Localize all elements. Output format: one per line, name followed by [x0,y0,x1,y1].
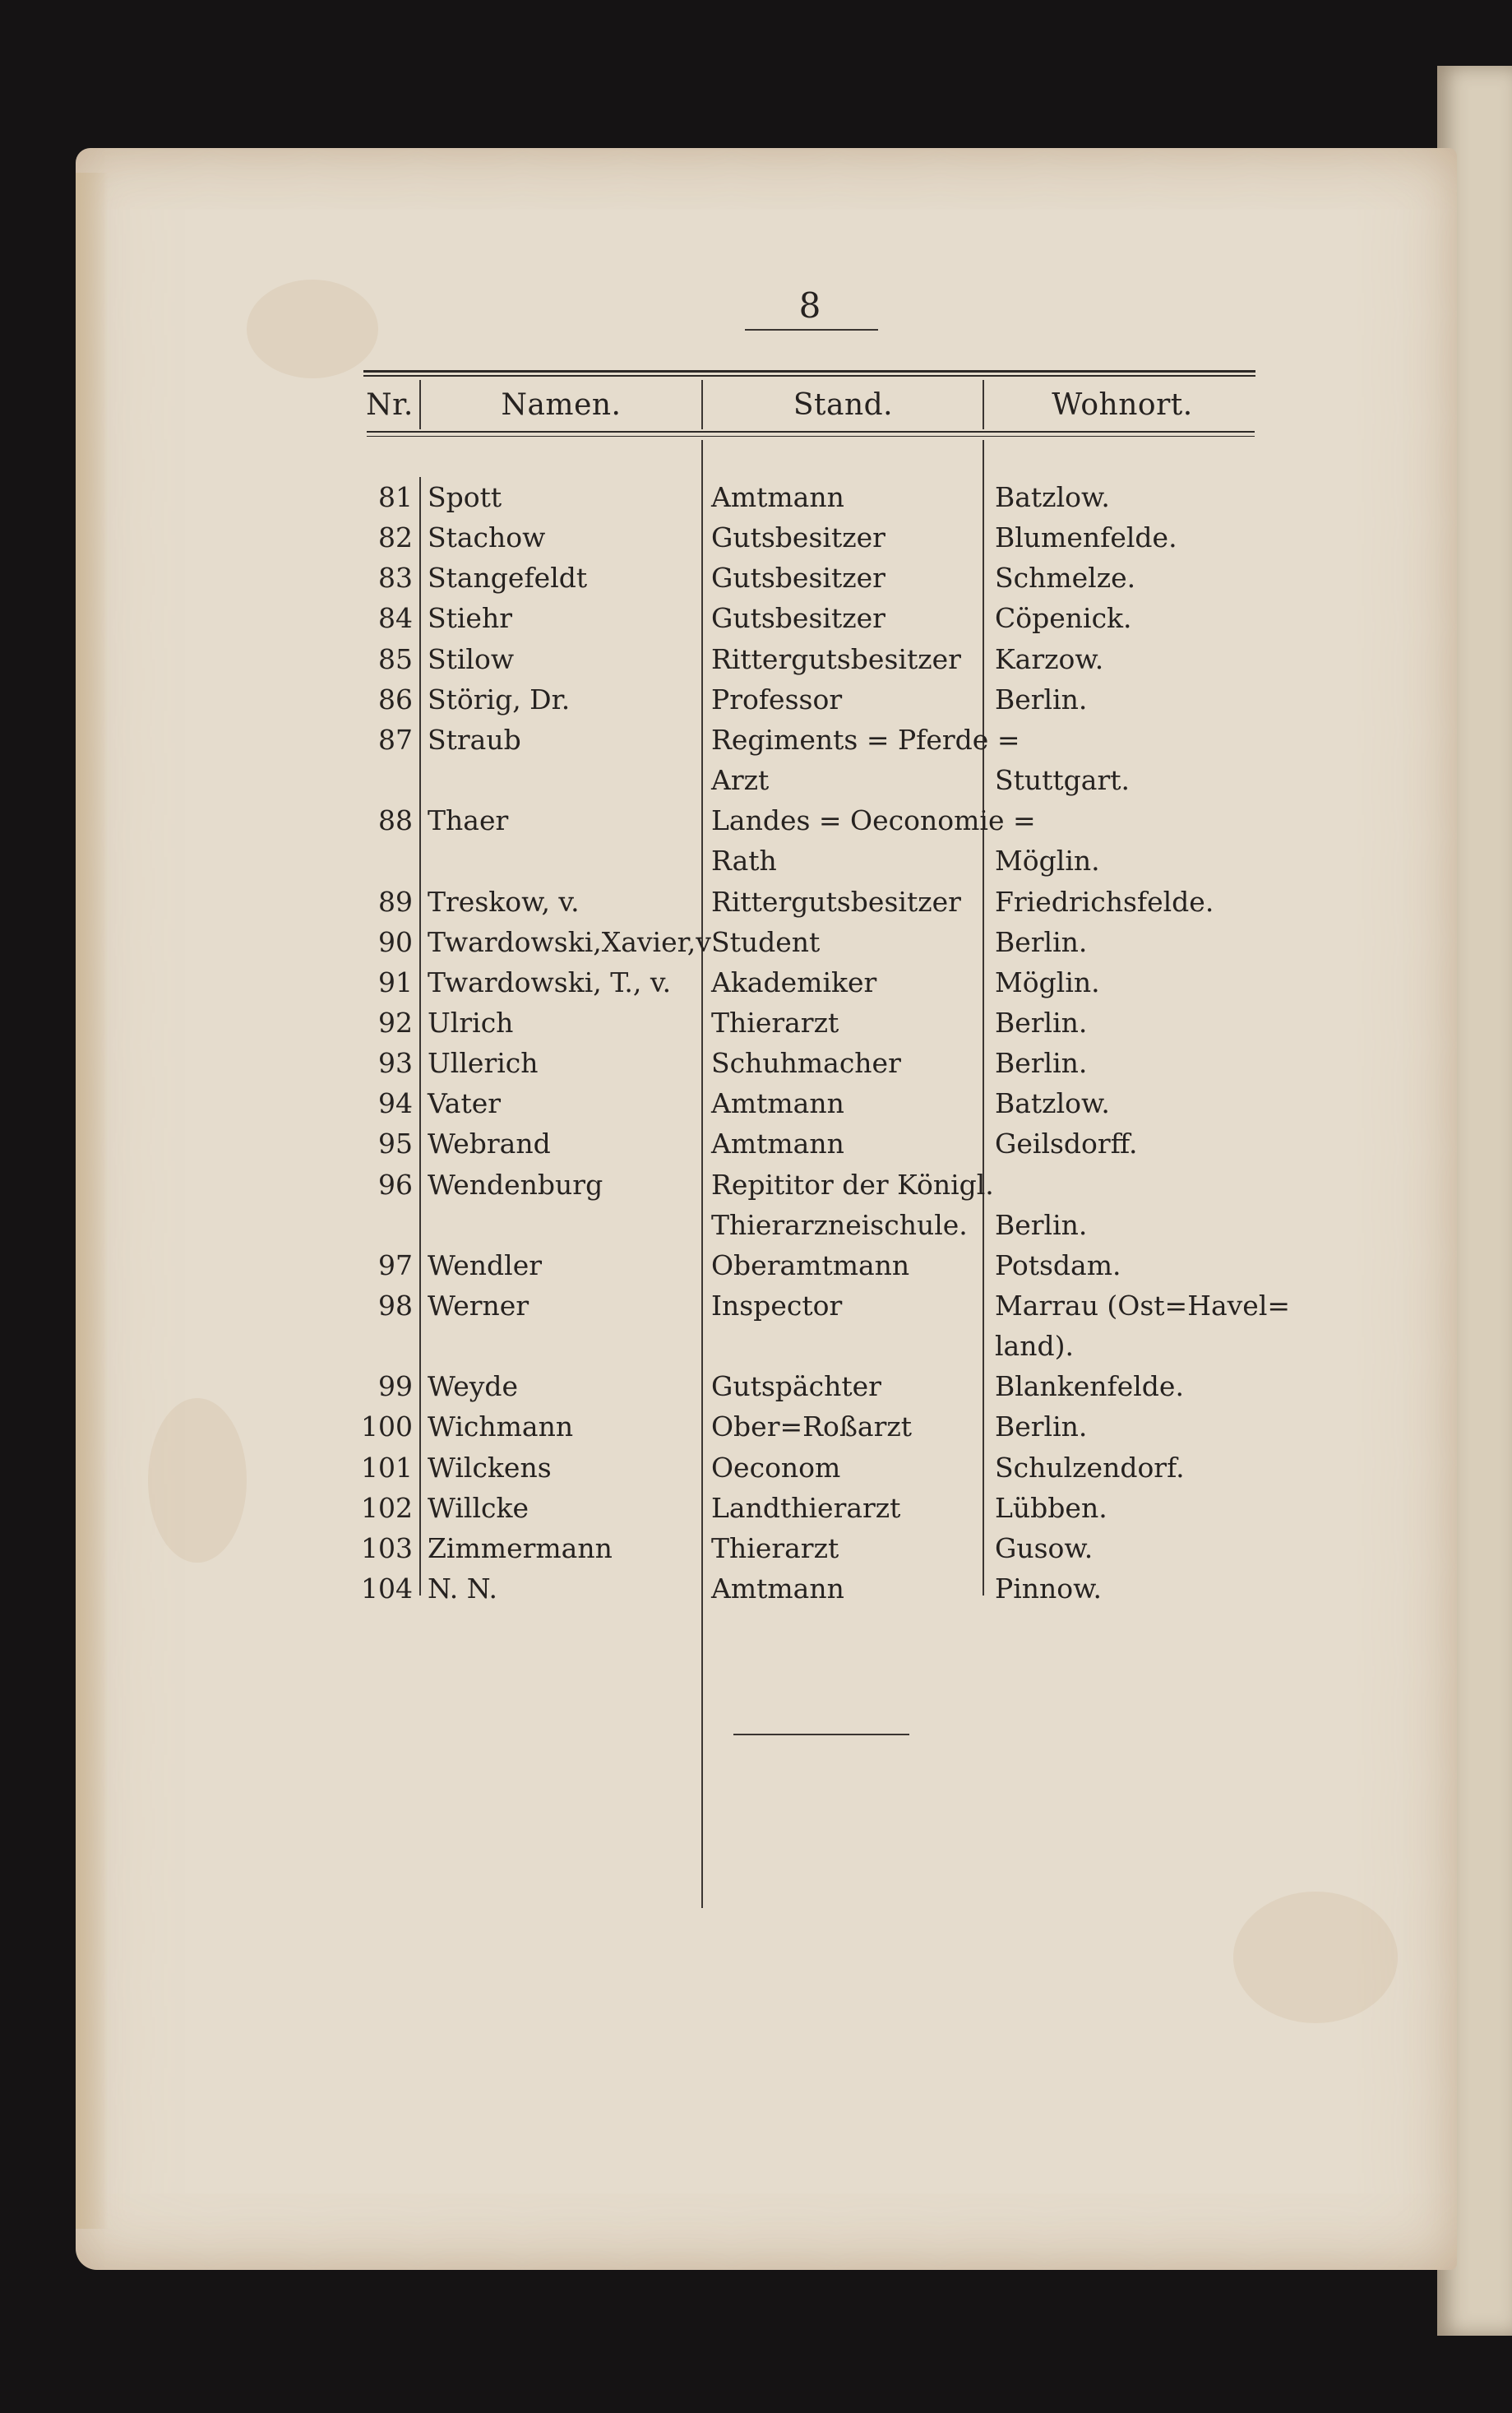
table-row [0,679,1512,720]
row-name: Weyde [428,1370,519,1403]
row-number: 95 [378,1128,413,1160]
row-name: Wendler [428,1248,542,1281]
table-row [0,1043,1512,1083]
row-number: 100 [361,1410,413,1443]
row-name: Wichmann [428,1410,574,1443]
table-row [0,1366,1512,1406]
row-wohnort: Lübben. [995,1491,1107,1524]
page-number: 8 [798,285,821,326]
row-number: 86 [378,683,413,716]
row-name: Zimmermann [428,1531,613,1564]
row-number: 92 [378,1006,413,1039]
row-number: 97 [378,1248,413,1281]
row-stand: Thierarzt [711,1531,839,1564]
row-wohnort: Geilsdorff. [995,1128,1138,1160]
row-wohnort: Berlin. [995,1047,1088,1080]
table-row [0,1406,1512,1447]
table-row [0,1165,1512,1205]
row-stand: Oeconom [711,1451,841,1484]
table-row [0,720,1512,760]
row-wohnort: Pinnow. [995,1572,1102,1605]
row-stand: Thierarzneischule. [711,1208,968,1241]
row-number: 99 [378,1370,413,1403]
row-wohnort: Blumenfelde. [995,521,1177,554]
row-wohnort: Potsdam. [995,1248,1121,1281]
row-name: Straub [428,723,521,756]
header-bottom-rule [367,431,1255,433]
row-name: Stilow [428,642,515,675]
row-number: 91 [378,966,413,998]
table-row [0,1326,1512,1366]
table-row [0,517,1512,558]
header-divider [419,380,421,429]
row-name: Thaer [428,804,509,837]
row-number: 85 [378,642,413,675]
row-wohnort: Berlin. [995,1006,1088,1039]
row-stand: Rittergutsbesitzer [711,642,961,675]
row-name: Ullerich [428,1047,539,1080]
row-number: 96 [378,1168,413,1201]
column-header-wohnort: Wohnort. [1052,388,1193,422]
row-number: 102 [361,1491,413,1524]
table-row [0,1123,1512,1164]
row-number: 81 [378,481,413,513]
column-header-stand: Stand. [793,388,894,422]
row-stand: Arzt [711,764,770,797]
row-wohnort: Berlin. [995,683,1088,716]
row-number: 88 [378,804,413,837]
table-row [0,922,1512,962]
row-number: 89 [378,885,413,918]
row-stand: Gutsbesitzer [711,521,885,554]
row-stand: Professor [711,683,843,716]
row-number: 104 [361,1572,413,1605]
row-stand: Gutsbesitzer [711,602,885,635]
table-row [0,841,1512,881]
row-number: 94 [378,1087,413,1120]
row-stand: Rath [711,845,777,878]
row-name: Stiehr [428,602,512,635]
row-number: 87 [378,723,413,756]
row-wohnort: Berlin. [995,925,1088,958]
row-name: Twardowski, T., v. [428,966,672,998]
row-stand: Rittergutsbesitzer [711,885,961,918]
table-row [0,1245,1512,1285]
page-number-rule [745,329,878,331]
row-number: 82 [378,521,413,554]
row-number: 90 [378,925,413,958]
header-divider [983,380,984,429]
table-row [0,1568,1512,1609]
row-wohnort: Batzlow. [995,1087,1110,1120]
row-wohnort: Gusow. [995,1531,1094,1564]
row-wohnort: Marrau (Ost=Havel= [995,1290,1291,1322]
table-row [0,1285,1512,1326]
row-name: Werner [428,1290,529,1322]
table-top-rule-thin [363,375,1255,377]
row-stand: Oberamtmann [711,1248,910,1281]
row-wohnort: Cöpenick. [995,602,1132,635]
row-wohnort: Möglin. [995,845,1100,878]
row-wohnort: Berlin. [995,1410,1088,1443]
row-wohnort: Batzlow. [995,481,1110,513]
row-name: Wendenburg [428,1168,603,1201]
row-stand: Amtmann [711,1128,844,1160]
table-row [0,962,1512,1003]
row-wohnort: Schulzendorf. [995,1451,1185,1484]
table-row [0,477,1512,517]
row-stand: Akademiker [711,966,877,998]
row-number: 103 [361,1531,413,1564]
row-name: Willcke [428,1491,529,1524]
header-bottom-rule-thin [367,436,1255,437]
row-name: Wilckens [428,1451,552,1484]
row-stand: Regiments = Pferde = [711,723,1020,756]
row-name: Treskow, v. [428,885,580,918]
row-name: Vater [428,1087,502,1120]
row-stand: Schuhmacher [711,1047,901,1080]
row-name: Ulrich [428,1006,514,1039]
table-row [0,639,1512,679]
row-wohnort: Blankenfelde. [995,1370,1184,1403]
table-row [0,882,1512,922]
row-name: Twardowski,Xavier,v [428,925,711,958]
end-rule [733,1734,909,1735]
row-stand: Thierarzt [711,1006,839,1039]
row-stand: Ober=Roßarzt [711,1410,912,1443]
row-number: 98 [378,1290,413,1322]
row-wohnort: Stuttgart. [995,764,1130,797]
row-name: Spott [428,481,502,513]
row-stand: Gutsbesitzer [711,562,885,595]
row-number: 84 [378,602,413,635]
table-row [0,1488,1512,1528]
table-top-rule [363,370,1255,373]
row-stand: Landthierarzt [711,1491,901,1524]
table-row [0,558,1512,598]
row-name: Stachow [428,521,546,554]
row-wohnort: Möglin. [995,966,1100,998]
row-stand: Student [711,925,821,958]
row-wohnort: Karzow. [995,642,1104,675]
table-row [0,1205,1512,1245]
table-row [0,800,1512,841]
row-stand: Gutspächter [711,1370,881,1403]
row-wohnort: Berlin. [995,1208,1088,1241]
row-wohnort: Friedrichsfelde. [995,885,1214,918]
row-stand: Repititor der Königl. [711,1168,994,1201]
row-name: Webrand [428,1128,551,1160]
row-number: 101 [361,1451,413,1484]
row-stand: Inspector [711,1290,843,1322]
row-name: Stangefeldt [428,562,588,595]
row-name: N. N. [428,1572,497,1605]
row-stand: Landes = Oeconomie = [711,804,1036,837]
table-row [0,1528,1512,1568]
row-wohnort: land). [995,1330,1074,1363]
row-name: Störig, Dr. [428,683,571,716]
column-header-nr: Nr. [366,388,414,422]
table-row [0,1447,1512,1488]
row-stand: Amtmann [711,1087,844,1120]
row-number: 83 [378,562,413,595]
header-divider [701,380,703,429]
table-row [0,1083,1512,1123]
table-row [0,598,1512,638]
table-row [0,1003,1512,1043]
column-header-namen: Namen. [501,388,622,422]
row-wohnort: Schmelze. [995,562,1136,595]
table-row [0,760,1512,800]
row-stand: Amtmann [711,1572,844,1605]
row-number: 93 [378,1047,413,1080]
row-stand: Amtmann [711,481,844,513]
